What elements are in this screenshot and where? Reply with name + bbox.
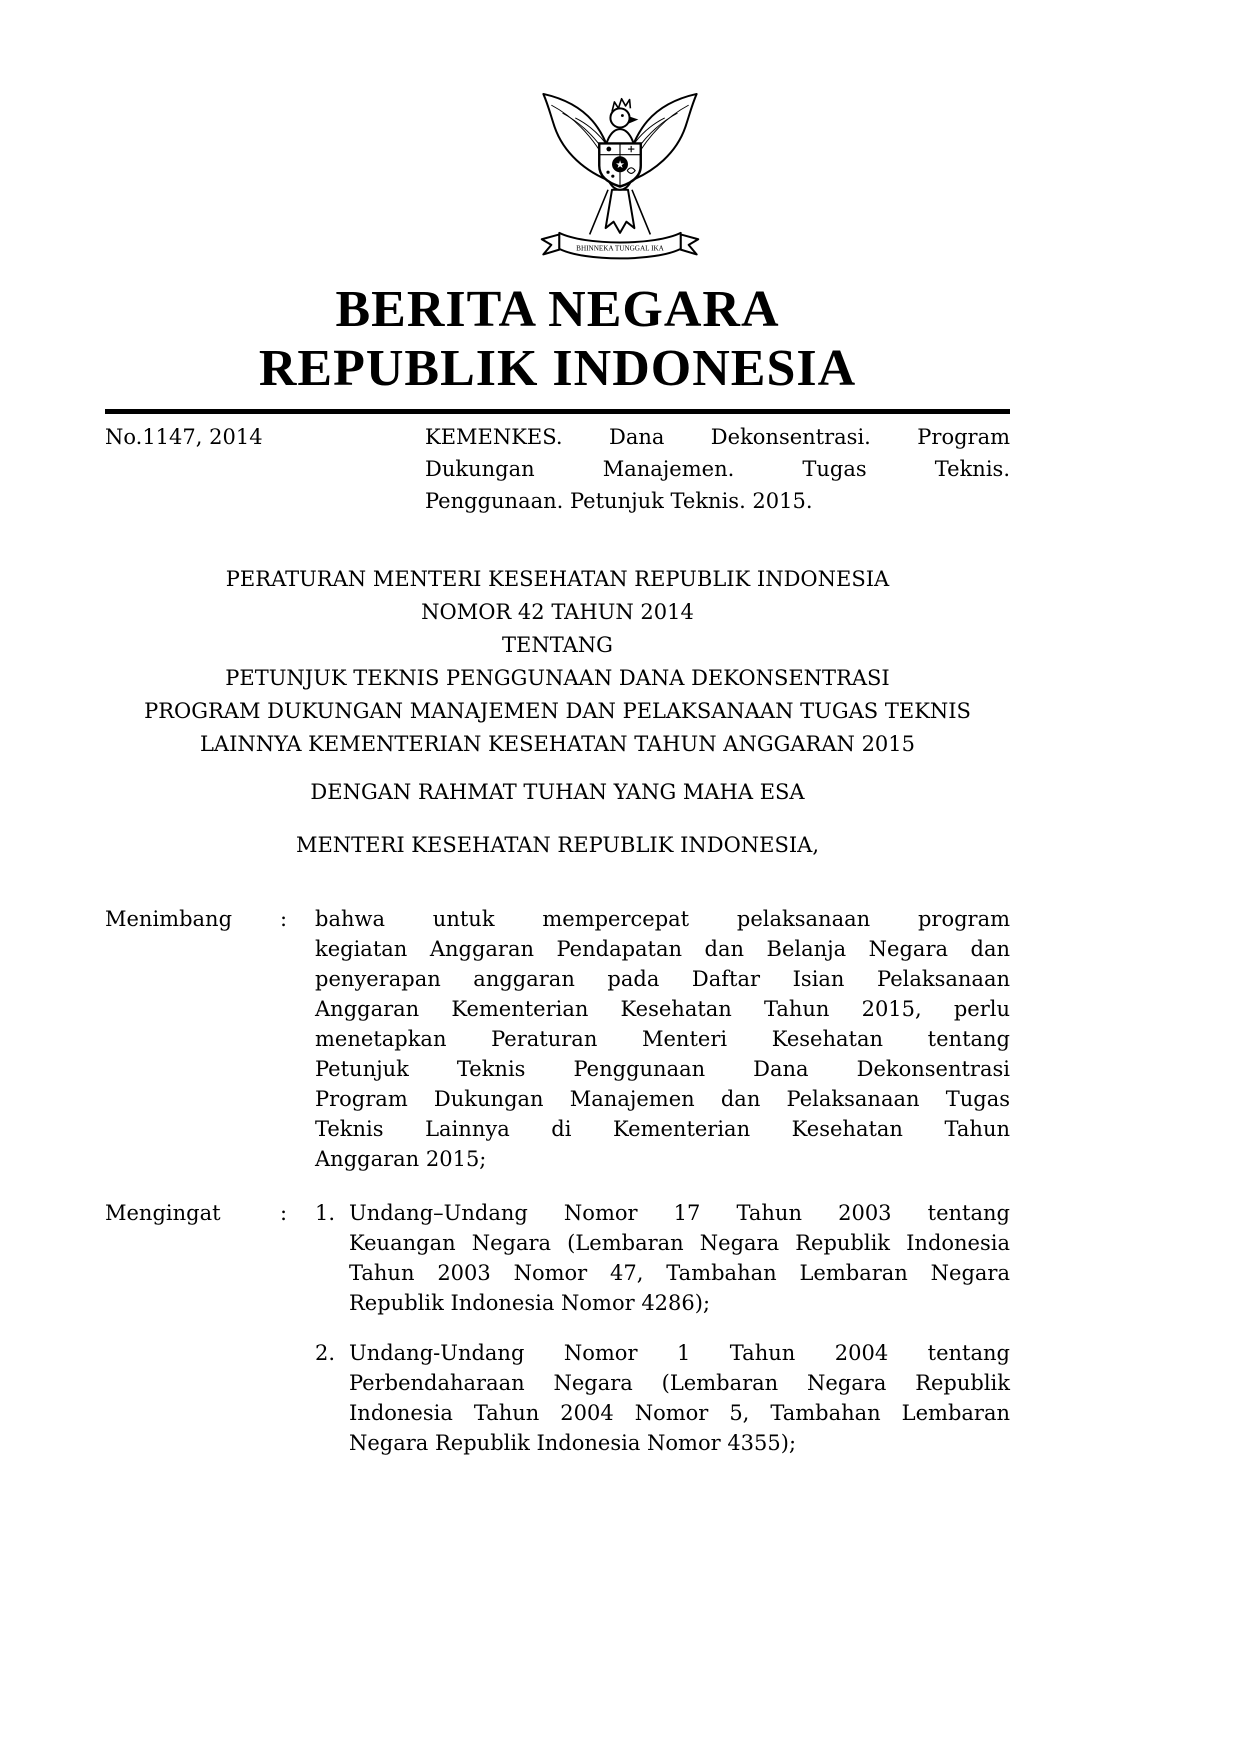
mengingat-colon: : bbox=[280, 1200, 288, 1225]
masthead-title-line2: REPUBLIK INDONESIA bbox=[258, 340, 857, 398]
regulation-title-block bbox=[105, 563, 1010, 761]
regulation-title: PERATURAN MENTERI KESEHATAN REPUBLIK INDONESIA bbox=[225, 566, 890, 591]
issuer-line: MENTERI KESEHATAN REPUBLIK INDONESIA, bbox=[295, 832, 820, 857]
regulation-number: NOMOR 42 TAHUN 2014 bbox=[421, 599, 694, 624]
masthead-rule bbox=[105, 409, 1010, 414]
regulation-subject: PETUNJUK TEKNIS PENGGUNAAN DANA DEKONSENTRASI PROGRAM DUKUNGAN MANAJEMEN DAN PELAKSANAAN TUGAS TEKNIS LAINNYA KEMENTERIAN KESEHATAN TAHUN ANGGARAN 2015 bbox=[144, 665, 971, 756]
legal-reference-item-1 bbox=[315, 1198, 1010, 1318]
menimbang-clause bbox=[105, 904, 1010, 1174]
item-number: 2. bbox=[315, 1340, 336, 1365]
issue-number: No.1147, 2014 bbox=[105, 424, 263, 449]
motto-text: BHINNEKA TUNGGAL IKA bbox=[576, 244, 664, 253]
mengingat-clause bbox=[105, 1198, 1010, 1458]
item-text: Undang–Undang Nomor 17 Tahun 2003 tentang Keuangan Negara (Lembaran Negara Republik Indonesia Tahun 2003 Nomor 47, Tambahan Lembaran Negara Republik Indonesia Nomor 4286); bbox=[349, 1200, 1010, 1315]
item-number: 1. bbox=[315, 1200, 336, 1225]
garuda-icon bbox=[532, 70, 708, 268]
menimbang-text: bahwa untuk mempercepat pelaksanaan program kegiatan Anggaran Pendapatan dan Belanja Negara dan penyerapan anggaran pada Daftar Isian Pelaksanaan Anggaran Kementerian Kesehatan Tahun 2015, perlu menetapkan Peraturan Menteri Kesehatan tentang Petunjuk Teknis Penggunaan Dana Dekonsentrasi Program Dukungan Manajemen dan Pelaksanaan Tugas Teknis Lainnya di Kementerian Kesehatan Tahun Anggaran 2015; bbox=[315, 906, 1010, 1171]
preamble bbox=[105, 904, 1010, 1458]
masthead-title-line1: BERITA NEGARA bbox=[335, 281, 780, 338]
mengingat-list bbox=[315, 1198, 1010, 1458]
garuda-pancasila-emblem bbox=[0, 0, 1240, 268]
subject-abstract: KEMENKES. Dana Dekonsentrasi. Program Dukungan Manajemen. Tugas Teknis. Penggunaan. Petunjuk Teknis. 2015. bbox=[425, 424, 1010, 513]
tentang-label: TENTANG bbox=[502, 632, 613, 657]
star-icon: ★ bbox=[615, 159, 625, 172]
gazette-masthead bbox=[105, 280, 1010, 399]
meta-row bbox=[105, 421, 1010, 517]
mengingat-label: Mengingat bbox=[105, 1200, 221, 1225]
menimbang-colon: : bbox=[280, 906, 288, 931]
menimbang-label: Menimbang bbox=[105, 906, 233, 931]
invocation-line: DENGAN RAHMAT TUHAN YANG MAHA ESA bbox=[310, 779, 805, 804]
item-text: Undang-Undang Nomor 1 Tahun 2004 tentang Perbendaharaan Negara (Lembaran Negara Republik Indonesia Tahun 2004 Nomor 5, Tambahan Lembaran Negara Republik Indonesia Nomor 4355); bbox=[349, 1340, 1010, 1455]
legal-reference-item-2 bbox=[315, 1338, 1010, 1458]
